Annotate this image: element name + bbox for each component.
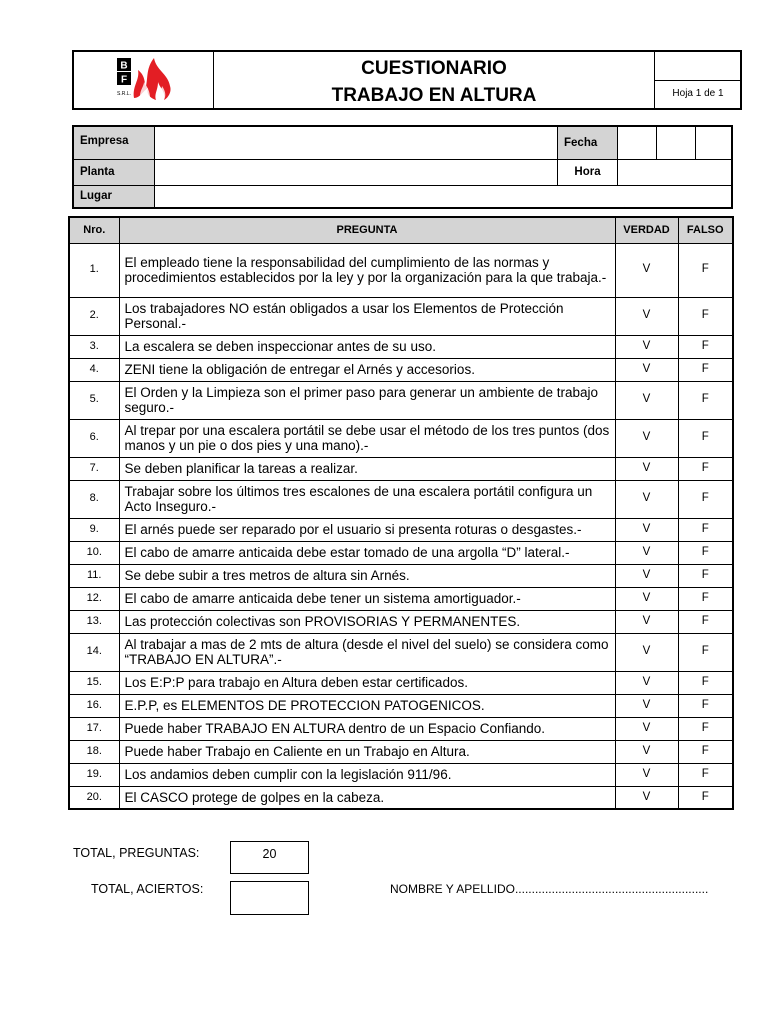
question-number: 13. [69, 610, 119, 633]
question-text: Puede haber Trabajo en Caliente en un Trabajo en Altura. [119, 740, 615, 763]
total-preguntas-box: 20 [230, 841, 309, 874]
svg-text:S.R.L.: S.R.L. [117, 91, 131, 97]
falso-option[interactable]: F [678, 587, 733, 610]
question-text: Se deben planificar la tareas a realizar. [119, 457, 615, 480]
title-line-2: TRABAJO EN ALTURA [331, 85, 537, 106]
verdad-option[interactable]: V [615, 694, 678, 717]
verdad-option[interactable]: V [615, 740, 678, 763]
col-verdad-header: VERDAD [615, 217, 678, 243]
divider [617, 127, 618, 185]
verdad-option[interactable]: V [615, 633, 678, 671]
falso-option[interactable]: F [678, 633, 733, 671]
question-number: 8. [69, 480, 119, 518]
question-number: 2. [69, 297, 119, 335]
page-number: Hoja 1 de 1 [672, 88, 724, 99]
verdad-option[interactable]: V [615, 243, 678, 297]
divider [656, 127, 657, 159]
question-row [69, 587, 733, 610]
blank-cell [655, 52, 741, 81]
empresa-field[interactable] [155, 127, 557, 159]
falso-option[interactable]: F [678, 518, 733, 541]
question-number: 5. [69, 381, 119, 419]
fecha-year-field[interactable] [696, 127, 731, 159]
question-row [69, 358, 733, 381]
question-number: 7. [69, 457, 119, 480]
question-row [69, 457, 733, 480]
question-text: El empleado tiene la responsabilidad del cumplimiento de las normas y procedimientos establecidos por la ley y por la organización para la que trabaja.- [119, 243, 615, 297]
question-row [69, 717, 733, 740]
question-number: 11. [69, 564, 119, 587]
verdad-option[interactable]: V [615, 480, 678, 518]
divider [154, 127, 155, 207]
falso-option[interactable]: F [678, 717, 733, 740]
falso-option[interactable]: F [678, 419, 733, 457]
question-row [69, 740, 733, 763]
total-aciertos-box[interactable] [230, 881, 309, 915]
hora-field[interactable] [618, 160, 731, 185]
question-row [69, 381, 733, 419]
verdad-option[interactable]: V [615, 763, 678, 786]
falso-option[interactable]: F [678, 243, 733, 297]
falso-option[interactable]: F [678, 358, 733, 381]
falso-option[interactable]: F [678, 381, 733, 419]
verdad-option[interactable]: V [615, 786, 678, 809]
question-row [69, 633, 733, 671]
verdad-option[interactable]: V [615, 671, 678, 694]
col-nro-header: Nro. [69, 217, 119, 243]
question-row [69, 518, 733, 541]
verdad-option[interactable]: V [615, 717, 678, 740]
falso-option[interactable]: F [678, 457, 733, 480]
falso-option[interactable]: F [678, 740, 733, 763]
table-header-row [69, 217, 733, 243]
question-text: El CASCO protege de golpes en la cabeza. [119, 786, 615, 809]
question-text: E.P.P, es ELEMENTOS DE PROTECCION PATOGENICOS. [119, 694, 615, 717]
fecha-month-field[interactable] [657, 127, 695, 159]
falso-option[interactable]: F [678, 335, 733, 358]
falso-option[interactable]: F [678, 786, 733, 809]
verdad-option[interactable]: V [615, 297, 678, 335]
divider [695, 127, 696, 159]
verdad-option[interactable]: V [615, 335, 678, 358]
question-number: 4. [69, 358, 119, 381]
planta-label: Planta [74, 160, 154, 185]
question-number: 12. [69, 587, 119, 610]
svg-text:B: B [120, 60, 128, 72]
falso-option[interactable]: F [678, 480, 733, 518]
question-number: 15. [69, 671, 119, 694]
question-number: 14. [69, 633, 119, 671]
question-text: El Orden y la Limpieza son el primer paso para generar un ambiente de trabajo seguro.- [119, 381, 615, 419]
question-row [69, 419, 733, 457]
verdad-option[interactable]: V [615, 419, 678, 457]
total-aciertos-label: TOTAL, ACIERTOS: [91, 882, 204, 896]
fecha-label: Fecha [558, 127, 617, 159]
nombre-apellido-field[interactable]: NOMBRE Y APELLIDO.......................................................... [390, 882, 709, 896]
question-text: El cabo de amarre anticaida debe tener un sistema amortiguador.- [119, 587, 615, 610]
question-text: El arnés puede ser reparado por el usuario si presenta roturas o desgastes.- [119, 518, 615, 541]
form-header [72, 50, 742, 110]
title-line-1: CUESTIONARIO [361, 58, 507, 79]
form-title [214, 52, 654, 108]
question-row [69, 480, 733, 518]
company-logo [74, 52, 214, 108]
question-row [69, 335, 733, 358]
question-row [69, 786, 733, 809]
falso-option[interactable]: F [678, 694, 733, 717]
question-text: Al trepar por una escalera portátil se debe usar el método de los tres puntos (dos manos y un pie o dos pies y una mano).- [119, 419, 615, 457]
lugar-field[interactable] [155, 186, 731, 207]
col-pregunta-header: PREGUNTA [119, 217, 615, 243]
falso-option[interactable]: F [678, 763, 733, 786]
verdad-option[interactable]: V [615, 457, 678, 480]
question-row [69, 610, 733, 633]
total-preguntas-label: TOTAL, PREGUNTAS: [73, 846, 200, 860]
question-text: Los trabajadores NO están obligados a usar los Elementos de Protección Personal.- [119, 297, 615, 335]
question-text: Puede haber TRABAJO EN ALTURA dentro de un Espacio Confiando. [119, 717, 615, 740]
falso-option[interactable]: F [678, 564, 733, 587]
question-row [69, 694, 733, 717]
question-text: Al trabajar a mas de 2 mts de altura (desde el nivel del suelo) se considera como “TRABAJO EN ALTURA”.- [119, 633, 615, 671]
questions-table [68, 216, 734, 810]
question-row [69, 671, 733, 694]
question-row [69, 541, 733, 564]
question-row [69, 243, 733, 297]
question-row [69, 297, 733, 335]
question-number: 6. [69, 419, 119, 457]
divider [74, 185, 731, 186]
question-number: 3. [69, 335, 119, 358]
verdad-option[interactable]: V [615, 564, 678, 587]
divider [74, 159, 731, 160]
falso-option[interactable]: F [678, 671, 733, 694]
question-text: Trabajar sobre los últimos tres escalones de una escalera portátil configura un Acto Inseguro.- [119, 480, 615, 518]
empresa-label: Empresa [74, 127, 154, 159]
question-text: Las protección colectivas son PROVISORIAS Y PERMANENTES. [119, 610, 615, 633]
question-text: Se debe subir a tres metros de altura sin Arnés. [119, 564, 615, 587]
verdad-option[interactable]: V [615, 541, 678, 564]
verdad-option[interactable]: V [615, 358, 678, 381]
question-text: Los andamios deben cumplir con la legislación 911/96. [119, 763, 615, 786]
question-row [69, 763, 733, 786]
question-text: ZENI tiene la obligación de entregar el Arnés y accesorios. [119, 358, 615, 381]
planta-field[interactable] [155, 160, 557, 185]
falso-option[interactable]: F [678, 541, 733, 564]
hora-label: Hora [558, 160, 617, 185]
question-text: El cabo de amarre anticaida debe estar tomado de una argolla “D” lateral.- [119, 541, 615, 564]
question-text: La escalera se deben inspeccionar antes de su uso. [119, 335, 615, 358]
lugar-label: Lugar [74, 186, 154, 207]
question-number: 17. [69, 717, 119, 740]
verdad-option[interactable]: V [615, 610, 678, 633]
question-number: 18. [69, 740, 119, 763]
questions-body [69, 243, 733, 809]
question-number: 20. [69, 786, 119, 809]
info-table [72, 125, 733, 209]
question-number: 9. [69, 518, 119, 541]
svg-text:F: F [120, 74, 128, 86]
question-number: 16. [69, 694, 119, 717]
question-text: Los E:P:P para trabajo en Altura deben estar certificados. [119, 671, 615, 694]
question-number: 1. [69, 243, 119, 297]
question-number: 19. [69, 763, 119, 786]
verdad-option[interactable]: V [615, 381, 678, 419]
question-number: 10. [69, 541, 119, 564]
col-falso-header: FALSO [678, 217, 733, 243]
question-row [69, 564, 733, 587]
falso-option[interactable]: F [678, 297, 733, 335]
fecha-day-field[interactable] [618, 127, 656, 159]
falso-option[interactable]: F [678, 610, 733, 633]
verdad-option[interactable]: V [615, 587, 678, 610]
divider [557, 127, 558, 185]
page-info-cell [654, 52, 740, 108]
verdad-option[interactable]: V [615, 518, 678, 541]
